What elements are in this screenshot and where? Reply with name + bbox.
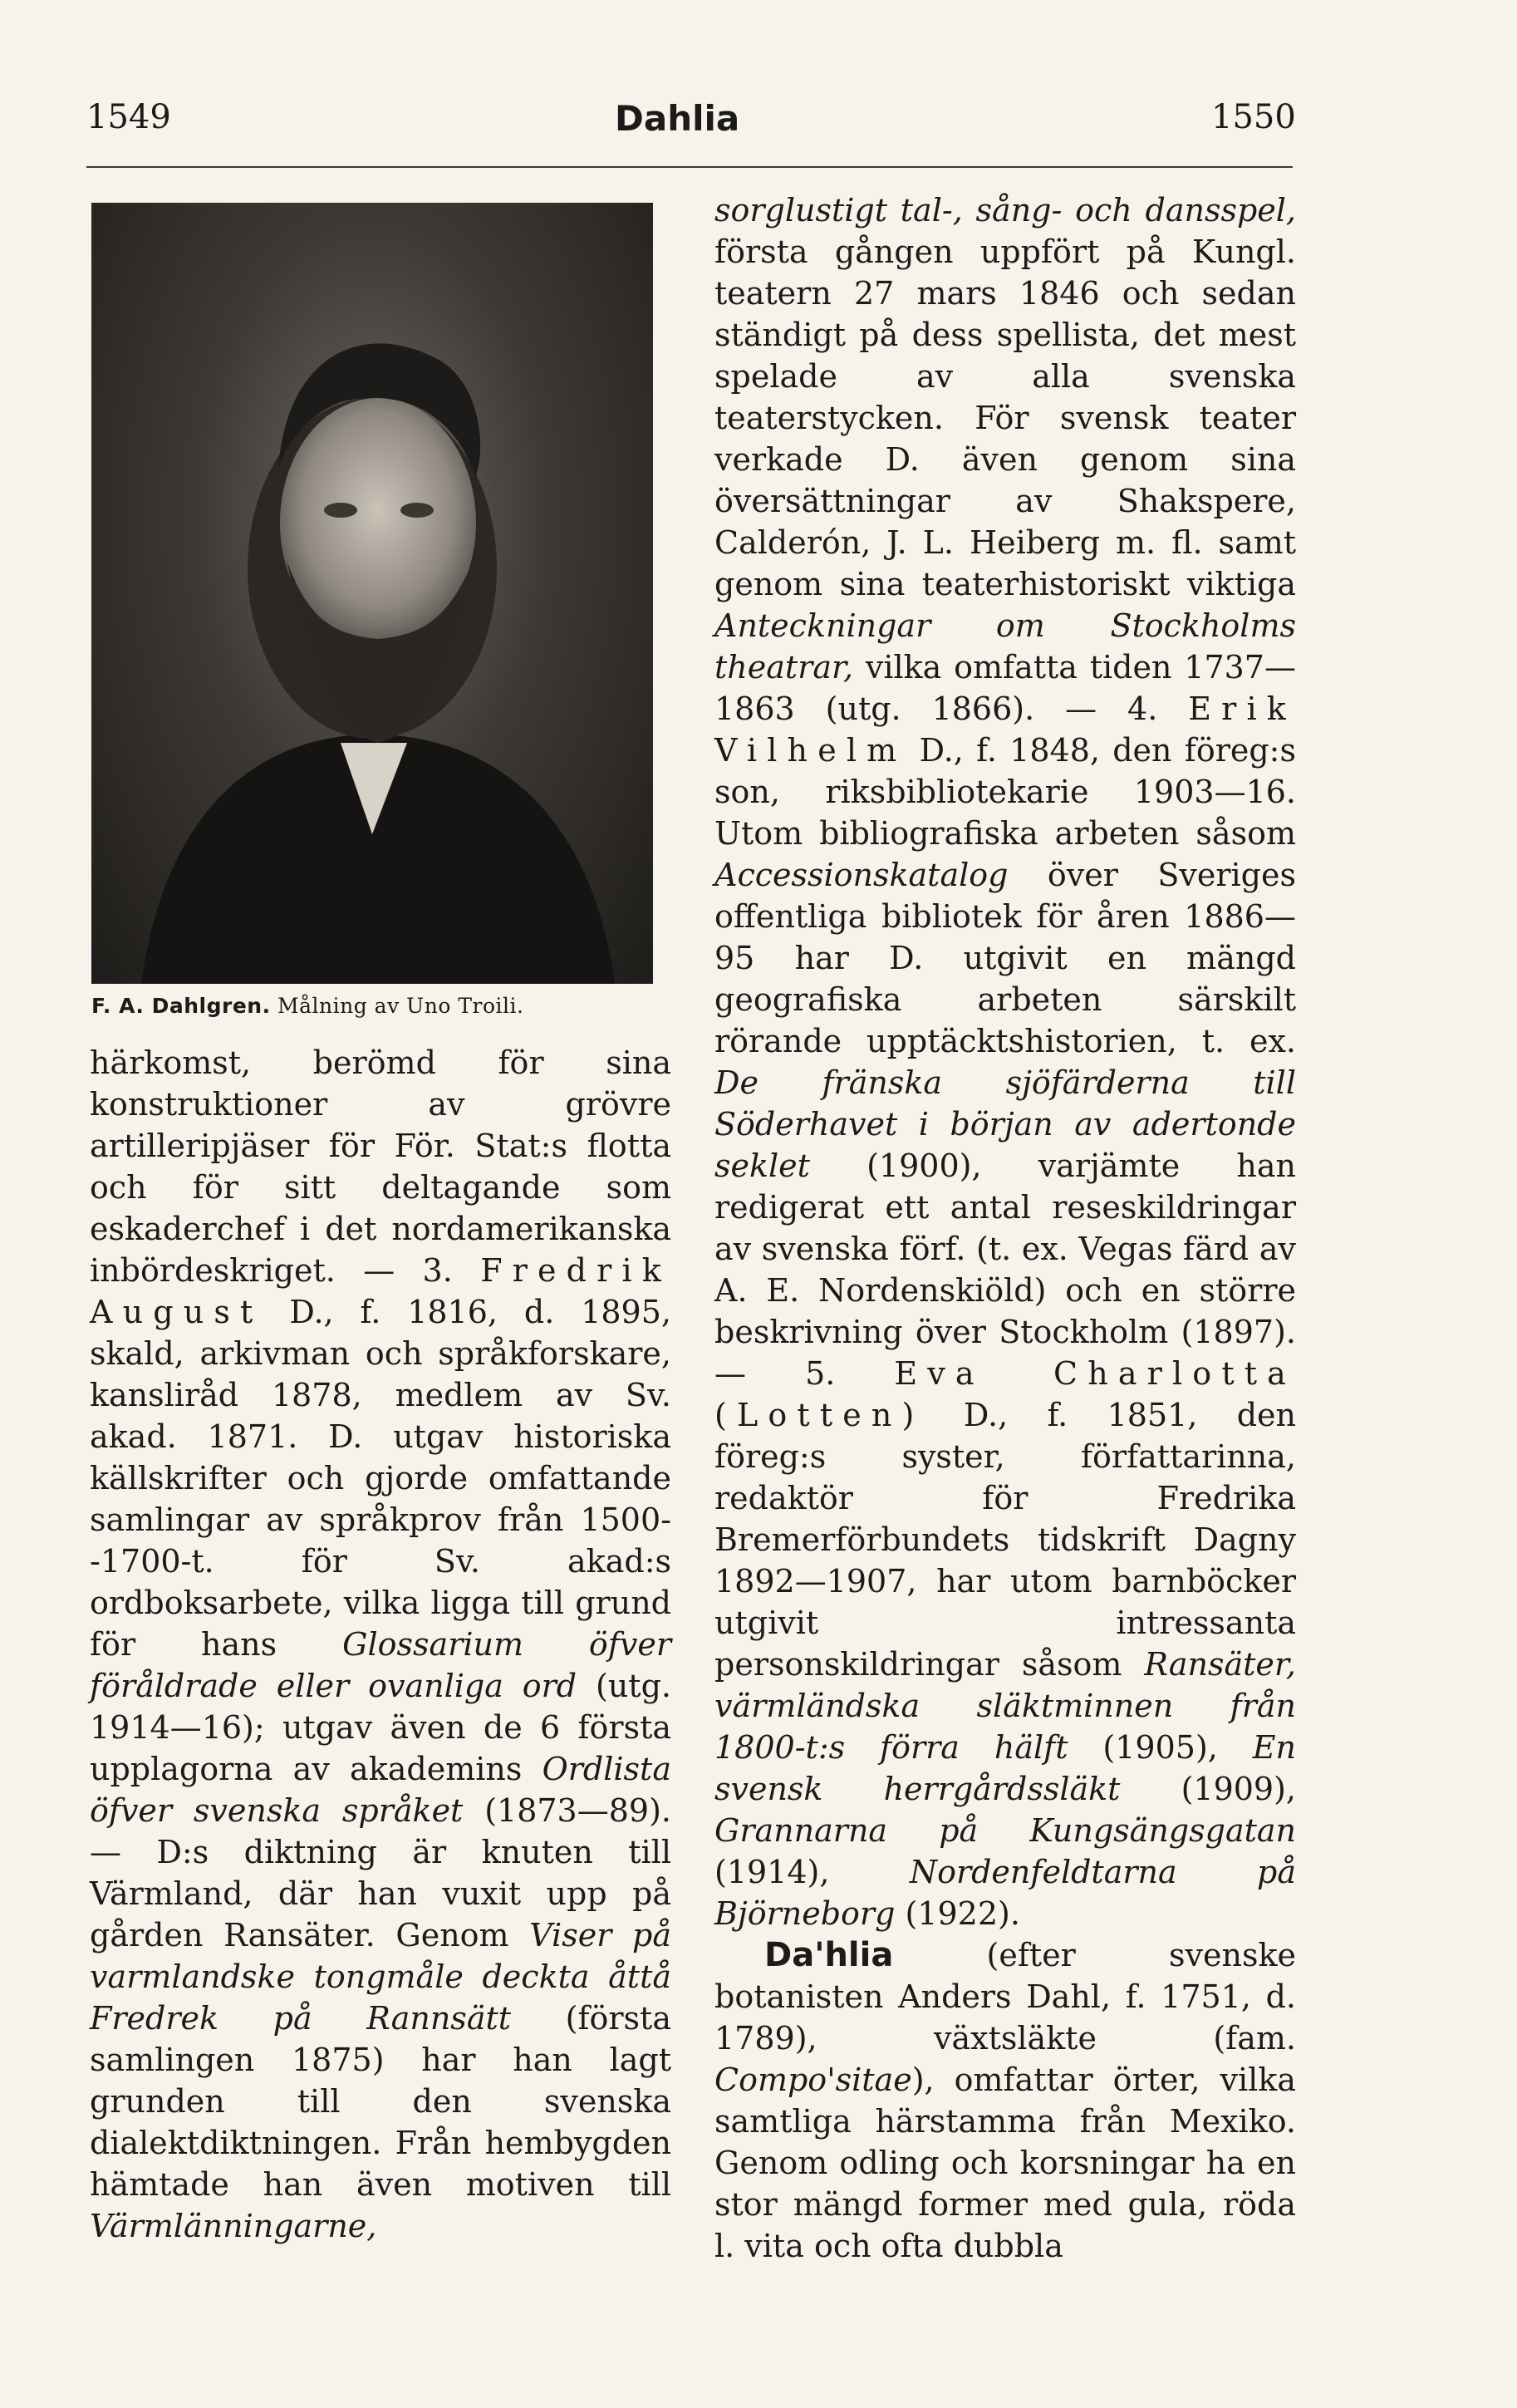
text-run: D., f. 1848, den föreg:s son, riksbibliotekarie 1903—16. Utom bibliografiska arbeten såsom xyxy=(714,732,1296,852)
text-run: (1922). xyxy=(895,1895,1020,1932)
work-title: En svensk herrgårdssläkt xyxy=(714,1729,1296,1807)
text-run: vilka omfatta tiden 1737—1863 (utg. 1866). — 4. xyxy=(714,649,1296,727)
spaced-name: Erik Vilhelm xyxy=(714,690,1296,769)
text-run: (utg. 1914—16); utgav även de 6 första upplagorna av akademins xyxy=(90,1668,671,1787)
portrait-image xyxy=(91,203,653,984)
work-title: Anteckningar om Stockholms theatrar, xyxy=(714,607,1296,686)
text-run: (efter svenske botanisten Anders Dahl, f. 1751, d. 1789), växtsläkte (fam. xyxy=(714,1937,1296,2057)
text-run: D., f. 1851, den föreg:s syster, författarinna, redaktör för Fredrika Bremerförbundets tidskrift Dagny 1892—1907, har utom barnböcker utgivit intressanta personskildringar såsom xyxy=(714,1397,1296,1683)
text-run: ), omfattar örter, vilka samtliga härstamma från Mexiko. Genom odling och korsningar ha en stor mängd former med gula, röda l. vita och ofta dubbla xyxy=(714,2062,1296,2264)
text-run: (1909), xyxy=(1120,1771,1296,1807)
article-paragraph xyxy=(90,1042,671,2247)
article-paragraph xyxy=(714,189,1296,1934)
text-run: (1873—89). — D:s diktning är knuten till Värmland, där han vuxit upp på gården Ransäter. Genom xyxy=(90,1792,671,1953)
work-title: Accessionskatalog xyxy=(714,857,1009,893)
work-title: Nordenfeldtarna på Björneborg xyxy=(714,1854,1296,1932)
work-title: Värmlänningarne, xyxy=(90,2208,377,2244)
work-title: Ransäter, värmländska släktminnen från 1800-t:s förra hälft xyxy=(714,1646,1296,1766)
right-column xyxy=(714,189,1296,2267)
page-number-right: 1550 xyxy=(1211,98,1296,136)
work-title: Grannarna på Kungsängsgatan xyxy=(714,1812,1296,1849)
text-run: härkomst, berömd för sina konstruktioner av grövre artilleripjäser för För. Stat:s flotta och för sitt deltagande som eskaderchef i det nordamerikanska inbördeskriget. — 3. xyxy=(90,1044,671,1289)
text-run: (1914), xyxy=(714,1854,910,1890)
portrait-painting xyxy=(91,203,653,984)
entry-headword: Da'hlia xyxy=(764,1936,894,1974)
text-run: över Sveriges offentliga bibliotek för åren 1886—95 har D. utgivit en mängd geografiska arbeten särskilt rörande upptäcktshistorien, t. ex. xyxy=(714,857,1296,1059)
header-rule xyxy=(86,166,1293,168)
text-run: första gången uppfört på Kungl. teatern 27 mars 1846 och sedan ständigt på dess spellista, det mest spelade av alla svenska teaterstycken. För svensk teater verkade D. även genom sina översättningar av Shakspere, Calderón, J. L. Heiberg m. fl. samt genom sina teaterhistoriskt viktiga xyxy=(714,233,1296,602)
work-title: Ordlista öfver svenska språket xyxy=(90,1751,671,1829)
text-run: (första samlingen 1875) har han lagt grunden till den svenska dialektdiktningen. Från hembygden hämtade han även motiven till xyxy=(90,2000,671,2203)
figure-caption xyxy=(91,994,523,1018)
work-title: De fränska sjöfärderna till Söderhavet i början av adertonde seklet xyxy=(714,1064,1296,1184)
article-entry-dahlia xyxy=(714,1934,1296,2267)
caption-name: F. A. Dahlgren. xyxy=(91,994,271,1018)
caption-text: Målning av Uno Troili. xyxy=(270,994,524,1018)
work-title: Viser på varmlandske tongmåle deckta åttå Fredrek på Rannsätt xyxy=(90,1917,671,2037)
text-run: (1905), xyxy=(1068,1729,1253,1766)
taxon-name: Compo'sitae xyxy=(714,2062,912,2098)
spaced-name: Eva Charlotta (Lotten) xyxy=(714,1355,1296,1433)
work-title: Glossarium öfver föråldrade eller ovanliga ord xyxy=(90,1626,671,1704)
work-title: sorglustigt tal-, sång- och dansspel, xyxy=(714,192,1296,229)
left-column xyxy=(90,1042,671,2247)
page-number-left: 1549 xyxy=(86,98,171,136)
spaced-name: Fredrik August xyxy=(90,1252,671,1330)
text-run: (1900), varjämte han redigerat ett antal reseskildringar av svenska förf. (t. ex. Vegas färd av A. E. Nordenskiöld) och en större beskrivning över Stockholm (1897). — 5. xyxy=(714,1147,1296,1392)
text-run: D., f. 1816, d. 1895, skald, arkivman och språkforskare, kansliråd 1878, medlem av Sv. akad. 1871. D. utgav historiska källskrifter och gjorde omfattande samlingar av språkprov från 1500--1700-t. för Sv. akad:s ordboksarbete, vilka ligga till grund för hans xyxy=(90,1294,671,1663)
running-head: Dahlia xyxy=(615,98,740,139)
